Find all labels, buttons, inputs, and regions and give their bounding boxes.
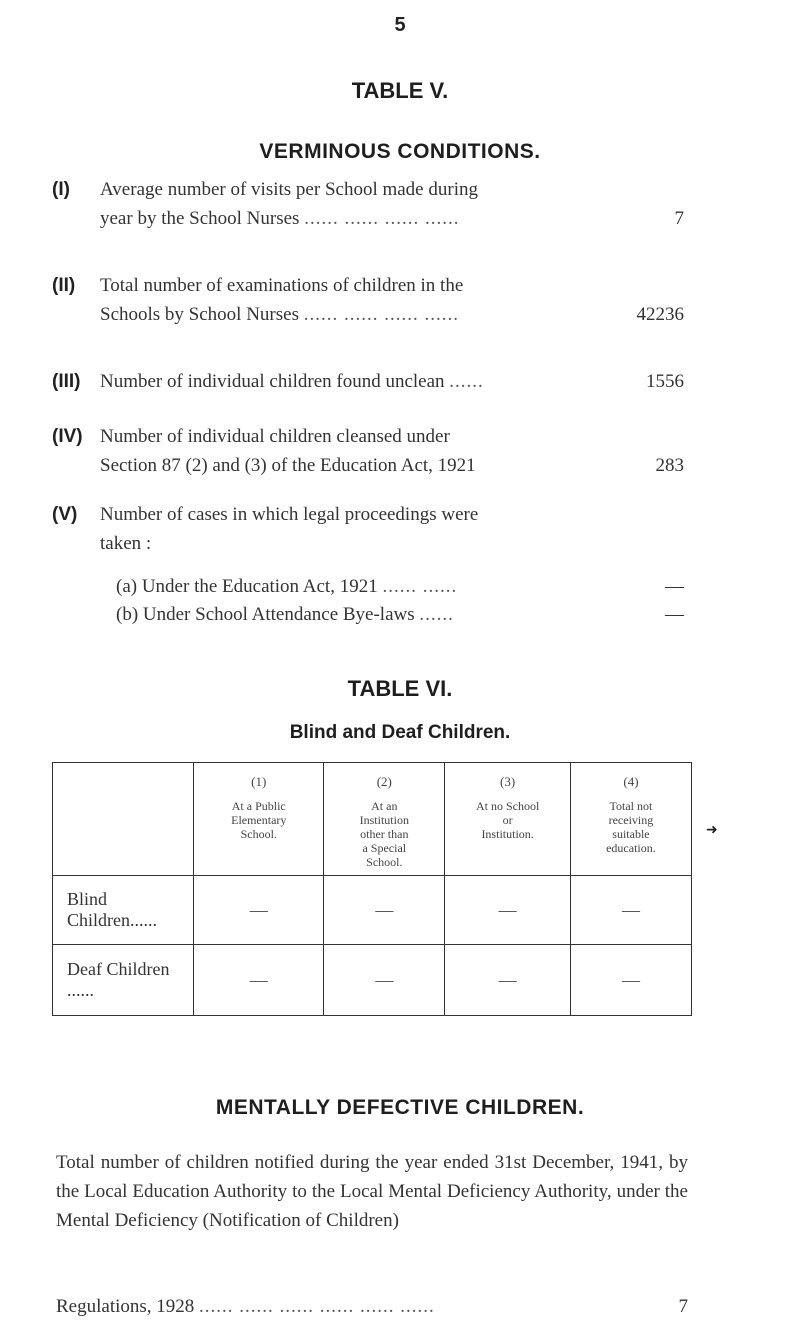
- arrow-mark-icon: ➜: [706, 822, 718, 838]
- item-iv-value: 283: [655, 455, 684, 476]
- subitem-b-value: —: [665, 604, 684, 625]
- table-cell: —: [570, 945, 691, 1016]
- table-cell: —: [194, 876, 324, 945]
- subitem-a: (a) Under the Education Act, 1921 ...... ......: [116, 576, 458, 597]
- page-number: 5: [394, 14, 406, 36]
- column-header-4: (4) Total not receiving suitable education.: [570, 763, 691, 876]
- item-iii-value: 1556: [646, 371, 684, 392]
- item-i-value: 7: [674, 208, 684, 229]
- item-i-number: (I): [52, 179, 70, 200]
- item-i-line-2: year by the School Nurses ...... ...... ...... ......: [100, 208, 460, 229]
- item-iv-number: (IV): [52, 426, 83, 447]
- blind-deaf-table: [52, 762, 692, 1016]
- subitem-b: (b) Under School Attendance Bye-laws ......: [116, 604, 454, 625]
- item-iii-line-1: Number of individual children found unclean ......: [100, 371, 484, 392]
- mental-defective-text: Total number of children notified during the year ended 31st December, 1941, by the Local Education Authority to the Local Mental Deficiency Authority, under the Mental Deficiency (Notification of Children): [56, 1152, 688, 1231]
- mental-defective-value: 7: [678, 1296, 688, 1317]
- item-v: [52, 500, 684, 630]
- item-iv-line-1: Number of individual children cleansed under: [100, 426, 450, 447]
- subitem-a-value: —: [665, 576, 684, 597]
- header-blank-cell: [53, 763, 194, 876]
- row-label-deaf: Deaf Children ......: [53, 945, 194, 1016]
- item-ii: [52, 271, 684, 331]
- item-ii-value: 42236: [636, 304, 684, 325]
- item-i: [52, 175, 684, 235]
- item-v-number: (V): [52, 504, 78, 525]
- item-v-line-1: Number of cases in which legal proceedings were: [100, 504, 479, 525]
- table-cell: —: [445, 876, 571, 945]
- item-iv: [52, 422, 684, 482]
- table-v-title: TABLE V.: [351, 78, 449, 103]
- item-ii-line-2: Schools by School Nurses ...... ...... ...... ......: [100, 304, 459, 325]
- row-label-blind: Blind Children......: [53, 876, 194, 945]
- column-header-3: (3) At no School or Institution.: [445, 763, 571, 876]
- table-row: [53, 876, 692, 945]
- table-header-row: [53, 763, 692, 876]
- regulations-label: Regulations, 1928: [56, 1296, 195, 1317]
- item-iii-number: (III): [52, 371, 81, 392]
- table-cell: —: [324, 945, 445, 1016]
- item-iii: [52, 367, 684, 397]
- item-iv-line-2: Section 87 (2) and (3) of the Education Act, 1921: [100, 455, 476, 476]
- table-cell: —: [194, 945, 324, 1016]
- item-ii-line-1: Total number of examinations of children in the: [100, 275, 464, 296]
- mental-defective-title: MENTALLY DEFECTIVE CHILDREN.: [215, 1096, 585, 1119]
- table-vi-title: TABLE VI.: [347, 676, 453, 701]
- table-v-subtitle: VERMINOUS CONDITIONS.: [259, 140, 541, 163]
- column-header-1: (1) At a Public Elementary School.: [194, 763, 324, 876]
- table-row: [53, 945, 692, 1016]
- mental-defective-last-line: [56, 1292, 688, 1321]
- table-vi-subtitle: Blind and Deaf Children.: [289, 722, 511, 743]
- item-ii-number: (II): [52, 275, 76, 296]
- column-header-2: (2) At an Institution other than a Special School.: [324, 763, 445, 876]
- table-cell: —: [445, 945, 571, 1016]
- item-v-line-2: taken :: [100, 533, 152, 554]
- item-i-line-1: Average number of visits per School made during: [100, 179, 478, 200]
- table-cell: —: [324, 876, 445, 945]
- table-cell: —: [570, 876, 691, 945]
- leader-dots: ...... ...... ...... ...... ...... ......: [199, 1296, 435, 1317]
